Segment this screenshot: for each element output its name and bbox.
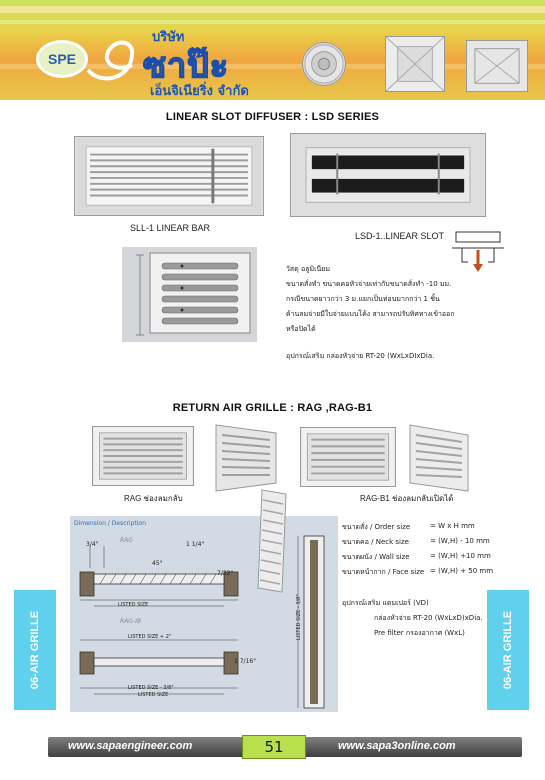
side-tab-left-label: 06-AIR GRILLE <box>29 610 41 690</box>
linear-bar-image <box>74 136 264 216</box>
linear-bar-caption: SLL-1 LINEAR BAR <box>130 223 211 233</box>
rag-side-grille-image <box>252 488 292 594</box>
header-banner <box>0 0 545 100</box>
dim-45-degrees: 45° <box>152 560 163 567</box>
rag-b1-open-image <box>406 421 474 495</box>
rag-accessory-2: กล่องหัวจ่าย RT-20 (WxLxD)xDia. <box>374 614 483 622</box>
dim-1-7-16: 1 7/16" <box>234 658 256 665</box>
banner-stripe <box>0 20 545 24</box>
rag-angled-image <box>210 421 280 493</box>
rag-spec-face-label: ขนาดหน้ากาก / Face size <box>342 568 425 576</box>
linear-slot-section-title: LINEAR SLOT DIFFUSER : LSD SERIES <box>165 111 380 123</box>
linear-slot-image <box>290 133 486 217</box>
linear-slot-caption: LSD-1..LINEAR SLOT <box>355 231 445 241</box>
lsd-spec-line: หรือปิดได้ <box>286 325 316 333</box>
side-tab-left <box>14 590 56 710</box>
rag-front-image <box>92 426 194 486</box>
rag-b1-front-image <box>300 427 396 487</box>
listed-size-label-bottom: LISTED SIZE <box>138 692 169 698</box>
return-air-section-title: RETURN AIR GRILLE : RAG ,RAG-B1 <box>172 402 373 414</box>
rag-spec-face-value: = (W,H) + 50 mm <box>430 567 494 575</box>
page-number: 51 <box>242 735 306 759</box>
header-ceiling-diffuser-image <box>466 40 528 92</box>
dimension-title: Dimension / Description <box>74 520 146 527</box>
company-suffix: เอ็นจิเนียริ่ง จำกัด <box>150 84 249 99</box>
model-rag-label: RAG <box>120 537 133 544</box>
footer-url-right[interactable]: www.sapa3online.com <box>338 740 456 752</box>
rag-spec-wall-value: = (W,H) +10 mm <box>430 552 491 560</box>
rag-spec-wall-label: ขนาดผนัง / Wall size <box>342 553 410 561</box>
dim-1-1-4: 1 1/4" <box>186 541 205 548</box>
dim-3-4: 3/4" <box>86 541 99 548</box>
banner-stripe <box>0 6 545 13</box>
company-name: ซาป๊ะ <box>143 46 230 86</box>
header-square-diffuser-image <box>385 36 445 92</box>
listed-size-minus-3-8-label: LISTED SIZE - 3/8" <box>128 685 174 691</box>
listed-size-label: LISTED SIZE <box>118 602 149 608</box>
rag-accessory-1: อุปกรณ์เสริม แดมเปอร์ (VD) <box>342 599 429 607</box>
logo-swoosh-icon <box>80 30 140 90</box>
header-round-diffuser-image <box>302 42 346 86</box>
linear-bar-technical-drawing <box>122 247 257 342</box>
rag-spec-neck-value: = (W,H) - 10 mm <box>430 537 490 545</box>
rag-caption: RAG ช่องลมกลับ <box>124 494 183 503</box>
listed-size-vertical-label: LISTED SIZE - 3/8" <box>296 594 302 640</box>
rag-spec-order-label: ขนาดสั่ง / Order size <box>342 523 411 531</box>
lsd-spec-line: ด้านลมจ่ายมีใบจ่ายแบบโค้ง สามารถปรับทิศทางเข้าออก <box>286 310 455 318</box>
rag-spec-order-value: = W x H mm <box>430 522 475 530</box>
lsd-spec-line: วัสดุ อลูมิเนียม <box>286 265 330 273</box>
lsd-spec-line: กรณีขนาดยาวกว่า 3 ม.แยกเป็นท่อนมากกว่า 1 ชิ้น <box>286 295 440 303</box>
dim-7-32: 7/32" <box>217 570 234 577</box>
logo-text: SPE <box>47 51 76 67</box>
company-prefix: บริษัท <box>152 30 185 45</box>
side-tab-right <box>487 590 529 710</box>
lsd-spec-line: ขนาดสั่งทำ ขนาดคอหัวจ่ายเท่ากับขนาดสั่งทำ -10 มม. <box>286 280 452 288</box>
listed-size-plus-2-label: LISTED SIZE + 2" <box>128 634 172 640</box>
rag-spec-neck-label: ขนาดคอ / Neck size <box>342 538 409 546</box>
lsd-accessory: อุปกรณ์เสริม กล่องหัวจ่าย RT-20 (WxLxDIxDia. <box>286 352 435 360</box>
model-rag-ib-label: RAG-IB <box>120 618 141 625</box>
side-tab-right-label: 06-AIR GRILLE <box>502 610 514 690</box>
rag-b1-caption: RAG-B1 ช่องลมกลับเปิดได้ <box>360 494 454 503</box>
footer-url-left[interactable]: www.sapaengineer.com <box>68 740 193 752</box>
rag-accessory-3: Pre filter กรองอากาศ (WxL) <box>374 629 465 637</box>
linear-slot-section-diagram <box>452 226 504 276</box>
